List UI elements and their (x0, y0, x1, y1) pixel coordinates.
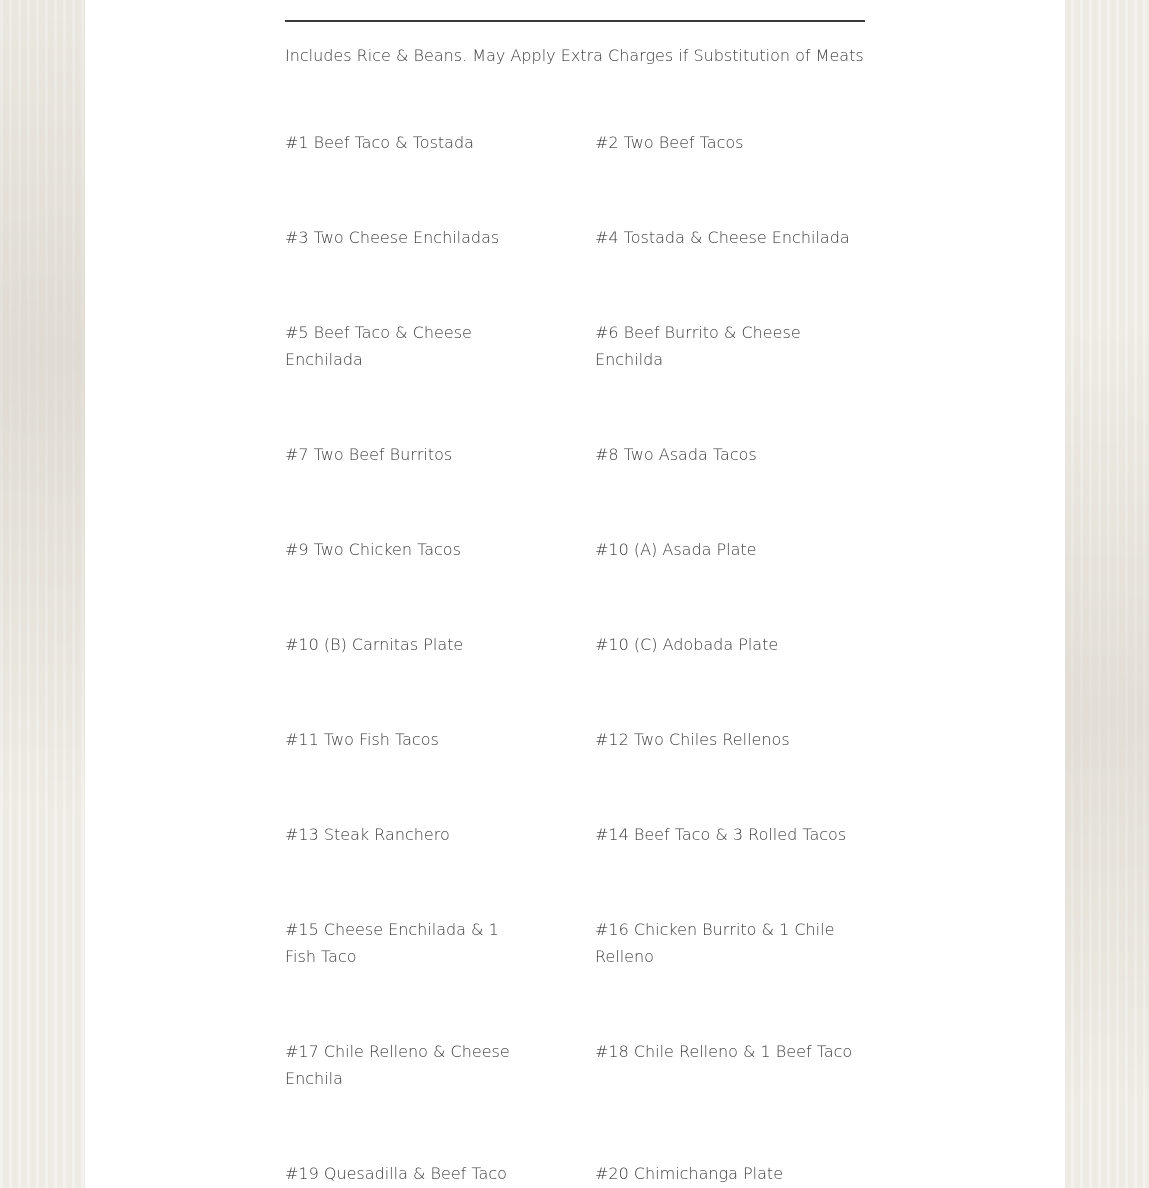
menu-item-13: #13 Steak Ranchero (285, 825, 450, 844)
menu-item-16: #16 Chicken Burrito & 1 Chile Relleno (595, 920, 835, 966)
menu-item-1: #1 Beef Taco & Tostada (285, 133, 474, 152)
menu-item-5: #5 Beef Taco & Cheese Enchilada (285, 323, 472, 369)
menu-item-10a: #10 (A) Asada Plate (595, 540, 757, 559)
menu-item-6: #6 Beef Burrito & Cheese Enchilda (595, 323, 801, 369)
menu-item-19: #19 Quesadilla & Beef Taco (285, 1164, 507, 1183)
menu-item-14: #14 Beef Taco & 3 Rolled Tacos (595, 825, 847, 844)
menu-item-11: #11 Two Fish Tacos (285, 730, 439, 749)
menu-panel (85, 0, 1065, 1188)
menu-item-10b: #10 (B) Carnitas Plate (285, 635, 464, 654)
section-divider (285, 20, 865, 22)
menu-item-8: #8 Two Asada Tacos (595, 445, 757, 464)
menu-item-7: #7 Two Beef Burritos (285, 445, 453, 464)
menu-item-12: #12 Two Chiles Rellenos (595, 730, 790, 749)
menu-item-2: #2 Two Beef Tacos (595, 133, 744, 152)
menu-item-4: #4 Tostada & Cheese Enchilada (595, 228, 850, 247)
menu-item-15: #15 Cheese Enchilada & 1 Fish Taco (285, 920, 499, 966)
menu-item-17: #17 Chile Relleno & Cheese Enchila (285, 1042, 510, 1088)
menu-item-10c: #10 (C) Adobada Plate (595, 635, 779, 654)
menu-item-18: #18 Chile Relleno & 1 Beef Taco (595, 1042, 853, 1061)
menu-item-3: #3 Two Cheese Enchiladas (285, 228, 500, 247)
menu-item-20: #20 Chimichanga Plate (595, 1164, 784, 1183)
menu-note: Includes Rice & Beans. May Apply Extra Charges if Substitution of Meats (285, 46, 864, 65)
menu-item-9: #9 Two Chicken Tacos (285, 540, 461, 559)
